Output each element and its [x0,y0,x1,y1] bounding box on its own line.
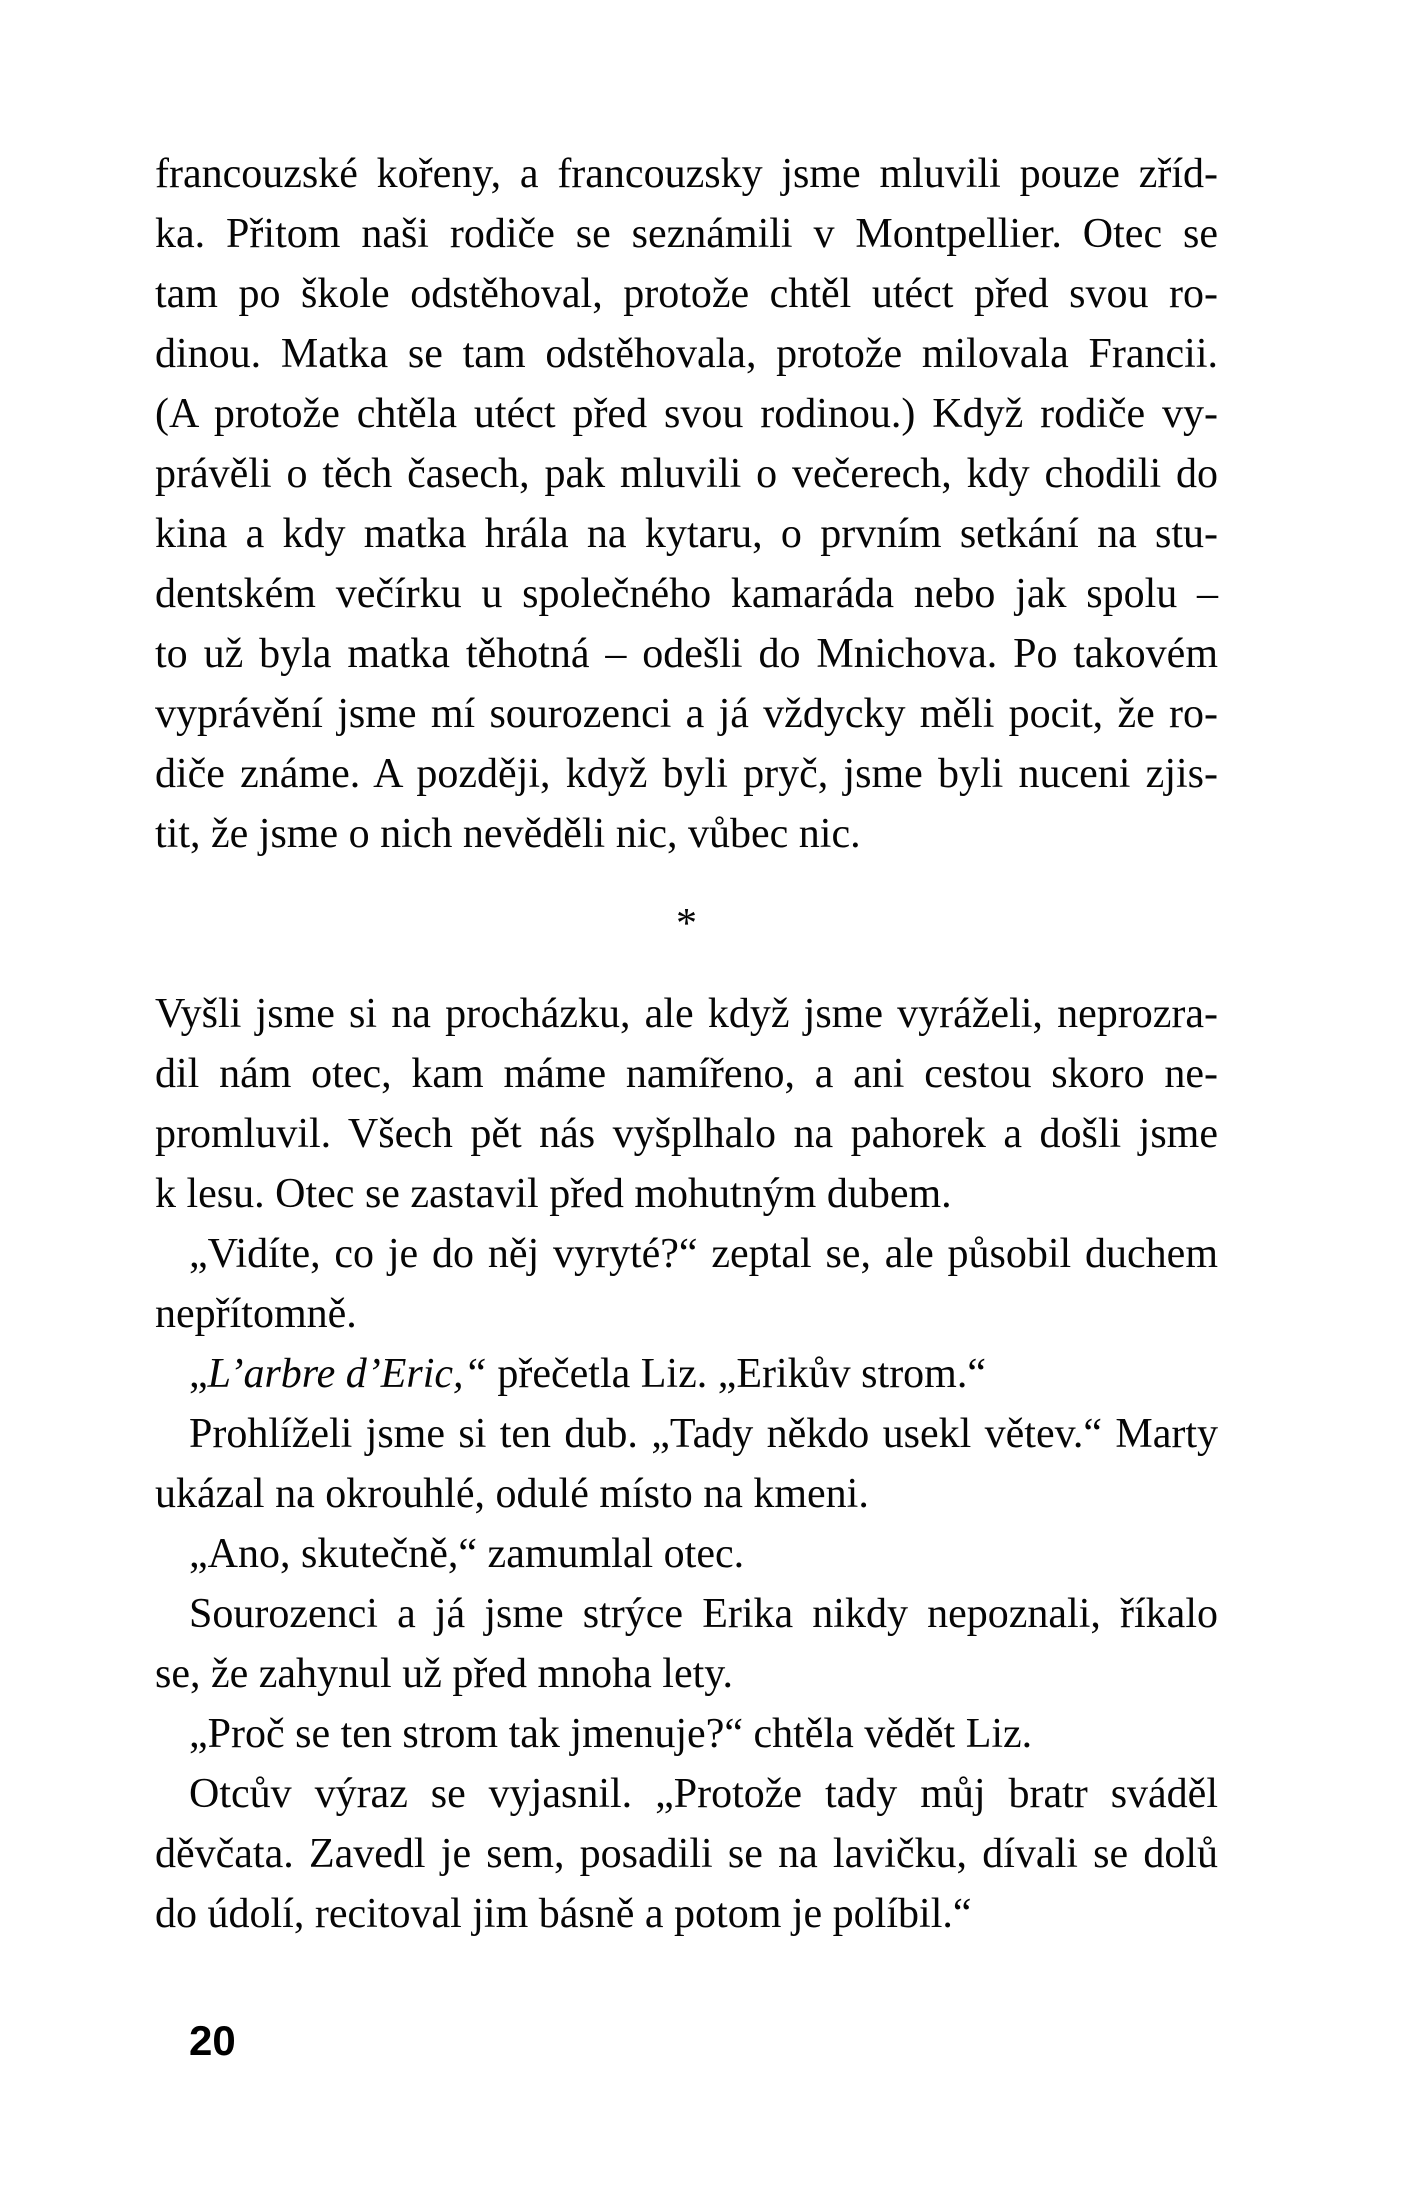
text-line [155,1764,1218,1824]
text-segment: děvčata. Zavedl je sem, posadili se na lavičku, dívali se dolů [155,1831,1218,1877]
text-segment: právěli o těch časech, pak mluvili o večerech, kdy chodili do [155,451,1218,497]
text-line [155,264,1218,324]
text-segment: „Vidíte, co je do něj vyryté?“ zeptal se, ale působil duchem [189,1231,1218,1277]
text-line [155,1704,1218,1764]
paragraph [155,1524,1218,1584]
text-segment: Otcův výraz se vyjasnil. „Protože tady můj bratr sváděl [189,1771,1218,1817]
text-segment: to už byla matka těhotná – odešli do Mnichova. Po takovém [155,631,1218,677]
text-segment: dil nám otec, kam máme namířeno, a ani cestou skoro ne- [155,1051,1218,1097]
text-segment: Vyšli jsme si na procházku, ale když jsme vyráželi, neprozra- [155,991,1218,1037]
text-line [155,1524,1218,1584]
paragraph [155,1224,1218,1344]
text-segment: do údolí, recitoval jim básně a potom je políbil.“ [155,1891,972,1937]
text-line [155,144,1218,204]
text-segment: se, že zahynul už před mnoha lety. [155,1651,734,1697]
text-segment: „ [189,1351,208,1397]
text-segment: kina a kdy matka hrála na kytaru, o prvním setkání na stu- [155,511,1218,557]
paragraph [155,1584,1218,1704]
text-line [155,1584,1218,1644]
text-line [155,1284,1218,1344]
text-line [155,1044,1218,1104]
text-line [155,744,1218,804]
text-line [155,1464,1218,1524]
text-line [155,444,1218,504]
paragraph [155,144,1218,864]
italic-text-segment: L’arbre d’Eric,“ [207,1351,487,1397]
text-line [155,984,1218,1044]
text-line [155,624,1218,684]
text-line [155,1224,1218,1284]
text-segment: francouzské kořeny, a francouzsky jsme mluvili pouze zříd- [155,151,1218,197]
paragraph [155,1704,1218,1764]
text-line [155,384,1218,444]
text-segment: Sourozenci a já jsme strýce Erika nikdy nepoznali, říkalo [189,1591,1218,1637]
text-line [155,684,1218,744]
text-segment: diče známe. A později, když byli pryč, jsme byli nuceni zjis- [155,751,1218,797]
text-line [155,1104,1218,1164]
text-segment: promluvil. Všech pět nás vyšplhalo na pahorek a došli jsme [155,1111,1218,1157]
paragraph [155,1404,1218,1524]
text-segment: dinou. Matka se tam odstěhovala, protože milovala Francii. [155,331,1218,377]
text-segment: Prohlíželi jsme si ten dub. „Tady někdo usekl větev.“ Marty [189,1411,1218,1457]
text-line [155,1884,1218,1944]
text-line [155,804,1218,864]
text-segment: „Proč se ten strom tak jmenuje?“ chtěla vědět Liz. [189,1711,1033,1757]
text-line [155,1164,1218,1224]
text-line [155,1644,1218,1704]
text-segment: ukázal na okrouhlé, odulé místo na kmeni. [155,1471,869,1517]
text-line [155,1344,1218,1404]
text-segment: vyprávění jsme mí sourozenci a já vždycky měli pocit, že ro- [155,691,1218,737]
text-block [155,144,1218,1944]
text-segment: k lesu. Otec se zastavil před mohutným dubem. [155,1171,952,1217]
text-segment: dentském večírku u společného kamaráda nebo jak spolu – [155,571,1218,617]
text-line [155,1824,1218,1884]
paragraph [155,1344,1218,1404]
asterisk-separator: * [676,901,697,947]
text-segment: přečetla Liz. „Erikův strom.“ [486,1351,986,1397]
paragraph [155,1764,1218,1944]
text-line [155,1404,1218,1464]
text-segment: tam po škole odstěhoval, protože chtěl utéct před svou ro- [155,271,1218,317]
text-line [155,504,1218,564]
text-segment: „Ano, skutečně,“ zamumlal otec. [189,1531,745,1577]
text-line [155,324,1218,384]
paragraph [155,984,1218,1224]
text-segment: tit, že jsme o nich nevěděli nic, vůbec nic. [155,811,861,857]
text-line [155,564,1218,624]
section-separator [155,864,1218,984]
text-line [155,204,1218,264]
text-segment: (A protože chtěla utéct před svou rodinou.) Když rodiče vy- [155,391,1218,437]
page-number: 20 [189,2017,236,2064]
text-segment: ka. Přitom naši rodiče se seznámili v Montpellier. Otec se [155,211,1218,257]
text-segment: nepřítomně. [155,1291,357,1337]
